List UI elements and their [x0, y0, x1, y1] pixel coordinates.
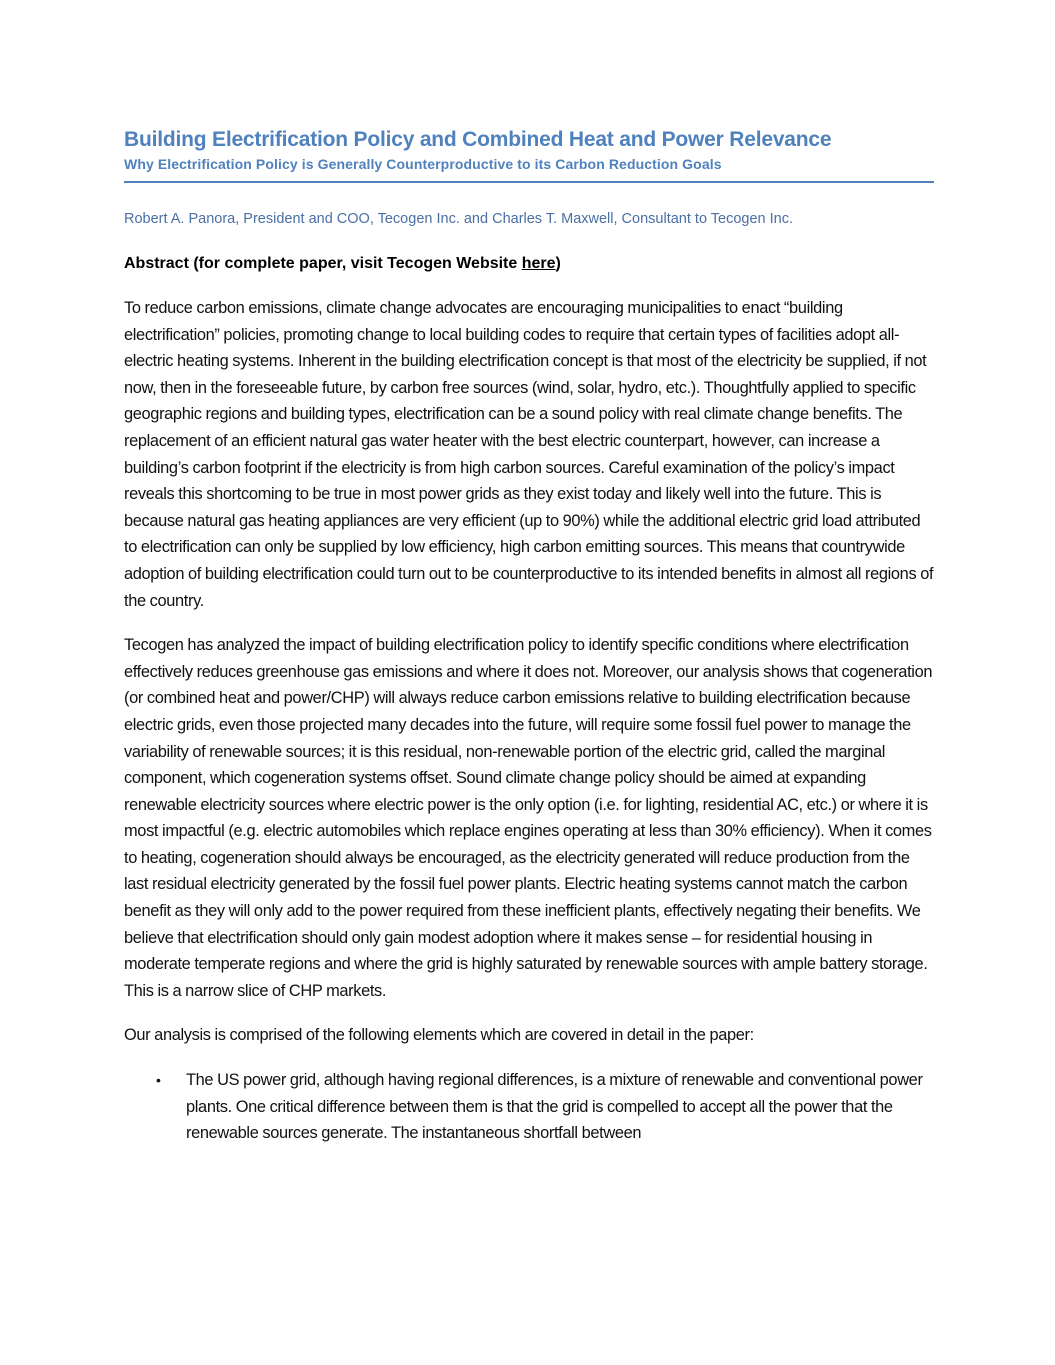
abstract-heading	[124, 253, 934, 275]
document-page	[124, 126, 934, 1147]
author-line: Robert A. Panora, President and COO, Tecogen Inc. and Charles T. Maxwell, Consultant to Tecogen Inc.	[124, 211, 793, 227]
abstract-heading-suffix: )	[555, 255, 561, 272]
title-divider	[124, 181, 934, 183]
list-item-text: The US power grid, although having regional differences, is a mixture of renewable and conventional power plants. One critical difference between them is that the grid is compelled to accept all the power that the renewable sources generate. The instantaneous shortfall between	[186, 1071, 923, 1143]
analysis-elements-list	[124, 1067, 934, 1147]
website-link[interactable]: here	[521, 255, 556, 272]
paragraph-analysis: Tecogen has analyzed the impact of building electrification policy to identify specific conditions where electrification effectively reduces greenhouse gas emissions and where it does not. Moreover, our analysis shows that cogeneration (or combined heat and power/CHP) will always reduce carbon emissions relative to building electrification because electric grids, even those projected many decades into the future, will require some fossil fuel power to manage the variability of renewable sources; it is this residual, non-renewable portion of the electric grid, called the marginal component, which cogeneration systems offset. Sound climate change policy should be aimed at expanding renewable electricity sources where electric power is the only option (i.e. for lighting, residential AC, etc.) or where it is most impactful (e.g. electric automobiles which replace engines operating at less than 30% efficiency). When it comes to heating, cogeneration should always be encouraged, as the electricity generated will reduce production from the last residual electricity generated by the fossil fuel power plants. Electric heating systems cannot match the carbon benefit as they will only add to the power required from these inefficient plants, effectively negating their benefits. We believe that electrification should only gain modest adoption where it makes sense – for residential housing in moderate temperate regions and where the grid is highly saturated by renewable sources with ample battery storage. This is a narrow slice of CHP markets.	[124, 636, 933, 1000]
document-title: Building Electrification Policy and Combined Heat and Power Relevance	[124, 128, 832, 151]
list-item	[124, 1067, 934, 1147]
document-subtitle: Why Electrification Policy is Generally Counterproductive to its Carbon Reduction Goals	[124, 156, 722, 172]
paragraph-elements-intro: Our analysis is comprised of the following elements which are covered in detail in the paper:	[124, 1026, 754, 1045]
bullet-icon: •	[156, 1072, 161, 1089]
abstract-heading-prefix: Abstract (for complete paper, visit Tecogen Website	[124, 255, 522, 272]
paragraph-intro: To reduce carbon emissions, climate change advocates are encouraging municipalities to enact “building electrification” policies, promoting change to local building codes to require that certain types of facilities adopt all-electric heating systems. Inherent in the building electrification concept is that most of the electricity be supplied, if not now, then in the foreseeable future, by carbon free sources (wind, solar, hydro, etc.). Thoughtfully applied to specific geographic regions and building types, electrification can be a sound policy with real climate change benefits. The replacement of an efficient natural gas water heater with the best electric counterpart, however, can increase a building’s carbon footprint if the electricity is from high carbon sources. Careful examination of the policy’s impact reveals this shortcoming to be true in most power grids as they exist today and likely well into the future. This is because natural gas heating appliances are very efficient (up to 90%) while the additional electric grid load attributed to electrification can only be supplied by low efficiency, high carbon emitting sources. This means that countrywide adoption of building electrification could turn out to be counterproductive to its intended benefits in almost all regions of the country.	[124, 299, 934, 610]
